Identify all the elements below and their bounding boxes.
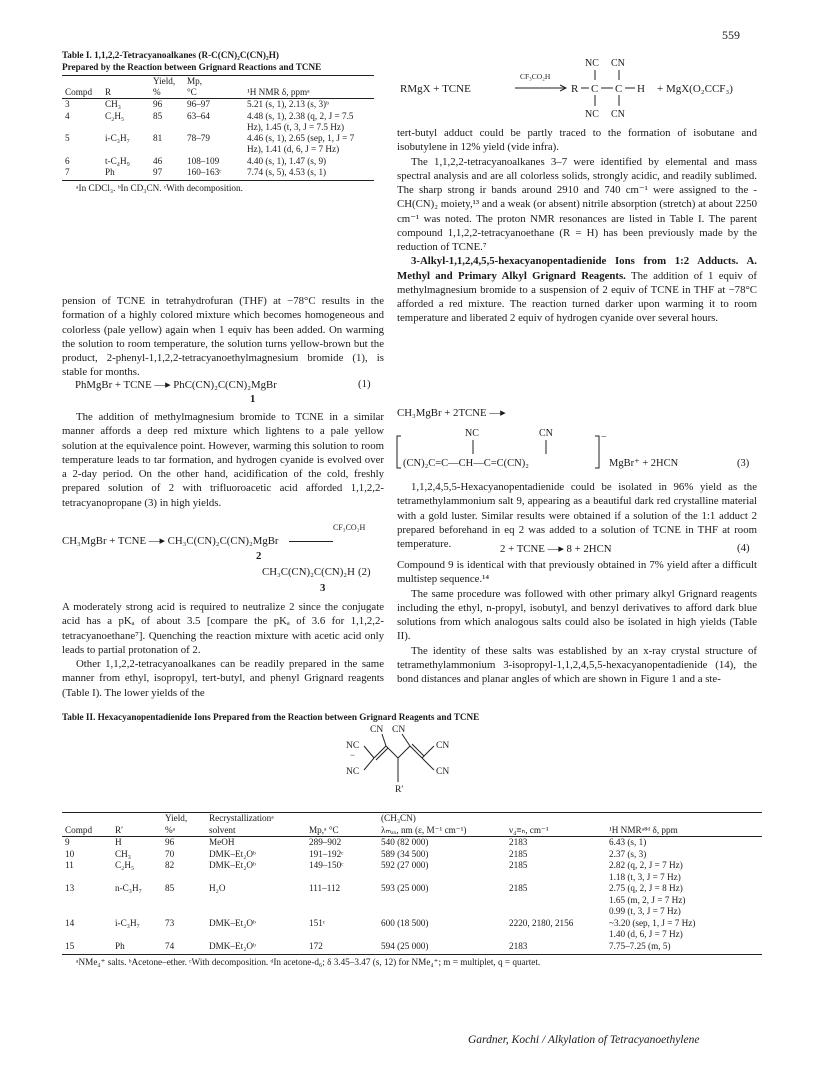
table-header-cell-2: % (153, 87, 161, 98)
table-row (62, 849, 762, 861)
table-cell-6: 2185 (509, 883, 528, 893)
equation-text: CH₃MgBr + TCNE —▸ CH₃C(CN)₂C(CN)₂MgBr (62, 535, 279, 547)
scheme-h: H (637, 83, 645, 95)
table-header-cell-7 (606, 813, 762, 825)
scheme-reagent: CF₃CO₂H (520, 72, 551, 81)
equation-number: (4) (737, 542, 750, 554)
table-cell-4: 7.74 (s, 5), 4.53 (s, 1) (247, 166, 327, 177)
table-cell-5: 540 (82 000) (381, 837, 429, 847)
table-row (62, 837, 762, 849)
table-cell-0: 3 (65, 99, 70, 110)
table-header-cell-5: λₘₐₓ, nm (ε, M⁻¹ cm⁻¹) (381, 824, 467, 835)
eq3-body: (CN)₂C=C—CH—C=C(CN)₂ (403, 458, 529, 469)
equation-2-line1 (62, 534, 333, 547)
equation-number: (1) (358, 378, 371, 390)
table-cell-4: 4.46 (s, 1), 2.65 (sep, 1, J = 7 Hz), 1.41 (d, 6, J = 7 Hz) (247, 133, 355, 155)
table-cell-3: 78–79 (187, 133, 210, 144)
equation-3-structure (395, 424, 765, 476)
table-cell-2: 74 (165, 940, 175, 951)
table-header-cell-3: Recrystallizationᵃ (209, 813, 274, 823)
table-cell-0: 15 (65, 940, 75, 951)
table-cell-3: 160–163ᶜ (187, 166, 222, 177)
table-1-title: Table I. 1,1,2,2-Tetracyanoalkanes (R-C(CN)₂C(CN)₂H) (62, 50, 279, 60)
table-row (62, 156, 374, 167)
table-row (62, 111, 374, 133)
table-header-cell-0 (62, 76, 102, 88)
struct-cn: CN (436, 767, 450, 777)
table-cell-2: 97 (153, 166, 163, 177)
table-cell-2: 81 (153, 133, 163, 144)
table-cell-7: 2.82 (q, 2, J = 7 Hz) 1.18 (t, 3, J = 7 Hz) (609, 860, 683, 882)
table-cell-0: 9 (65, 837, 70, 847)
table-1-subtitle: Prepared by the Reaction between Grignard Reactions and TCNE (62, 61, 322, 72)
compound-label: 2 (256, 550, 262, 562)
table-row (62, 860, 762, 883)
left-column-p3 (62, 600, 384, 700)
paragraph: The addition of methylmagnesium bromide to TCNE in a similar manner affords a deep red mixture which lightens to a pale yellow solution at the equivalence point. However, warming this solution to room temperature leads to tar formation, and hydrogen cyanide is evolved over a 2-day period. On the other hand, acidification of the cold, freshly prepared solution of 2 with trifluoroacetic acid afforded 1,1,2,2-tetracyanopropane (3) in high yields. (62, 411, 384, 509)
table-cell-1: CH₃ (115, 848, 131, 859)
table-2-structure (330, 722, 500, 808)
table-2-footnote: ᵃNMe₄⁺ salts. ᵇAcetone–ether. ᶜWith decomposition. ᵈIn acetone-d₆; δ 3.45–3.47 (s, 12) for NMe₄⁺; m = multiplet, q = quartet. (76, 957, 541, 967)
equation-1 (75, 378, 277, 391)
table-2 (62, 812, 762, 969)
table-cell-1: Ph (115, 940, 125, 951)
equation-2-reagent: CF₃CO₂H (333, 523, 366, 532)
struct-r: R′ (395, 785, 404, 795)
table-header-cell-3: Mp, (187, 76, 203, 86)
table-cell-4: 289–902 (309, 837, 342, 847)
table-cell-1: H (115, 837, 122, 847)
eq3-nc: NC (465, 428, 479, 439)
compound-label: 3 (320, 582, 326, 594)
compound-label: 1 (250, 393, 256, 405)
equation-number: (2) (358, 566, 371, 578)
table-cell-2: 85 (165, 883, 175, 893)
table-cell-4: 172 (309, 940, 323, 951)
table-header-cell-4: Mp,ᵃ °C (309, 824, 339, 835)
table-header-cell-4 (244, 76, 374, 88)
table-cell-1: CH₃ (105, 99, 121, 110)
table-cell-5: 593 (25 000) (381, 883, 429, 893)
table-cell-1: n-C₃H₇ (115, 883, 142, 893)
equation-text: CH₃C(CN)₂C(CN)₂H (262, 566, 355, 578)
table-header-cell-4: ¹H NMR δ, ppmᵃ (247, 87, 310, 98)
table-cell-5: 592 (27 000) (381, 860, 429, 870)
paragraph: Other 1,1,2,2-tetracyanoalkanes can be readily prepared in the same manner from ethyl, isopropyl, tert-butyl, and phenyl Grignard reagents (Table I). The lower yields of the (62, 658, 384, 699)
right-column-p4 (397, 480, 757, 551)
bracket-right-icon (595, 436, 599, 468)
struct-cn: CN (436, 741, 450, 751)
table-cell-0: 5 (65, 133, 70, 144)
table-1-grid (62, 75, 374, 178)
table-cell-7: ~3.20 (sep, 1, J = 7 Hz) 1.40 (d, 6, J = 7 Hz) (609, 917, 696, 939)
table-cell-0: 10 (65, 848, 75, 859)
table-header-cell-3: °C (187, 87, 197, 98)
equation-4: 2 + TCNE —▸ 8 + 2HCN (500, 543, 612, 555)
table-header-cell-1 (112, 813, 162, 825)
table-cell-0: 4 (65, 110, 70, 121)
table-1-footnote: ᵃIn CDCl₃. ᵇIn CD₃CN. ᶜWith decomposition. (76, 182, 243, 193)
table-row (62, 133, 374, 155)
right-column-p5 (397, 558, 757, 686)
table-cell-6: 2183 (509, 837, 528, 847)
left-column-p2 (62, 410, 384, 510)
table-cell-3: MeOH (209, 837, 235, 847)
table-cell-2: 46 (153, 155, 163, 166)
table-cell-5: 589 (34 500) (381, 848, 429, 859)
struct-cn: CN (370, 725, 384, 735)
table-cell-2: 82 (165, 860, 175, 870)
table-header-cell-3: solvent (209, 824, 236, 835)
struct-nc: NC (346, 767, 360, 777)
scheme-r: R (571, 83, 579, 95)
table-header-cell-1: R′ (115, 824, 124, 835)
table-cell-3: 96–97 (187, 99, 210, 110)
table-row (62, 99, 374, 111)
charge-minus: − (601, 432, 607, 443)
table-1 (62, 50, 374, 194)
table-cell-1: i-C₃H₇ (115, 917, 140, 928)
bracket-left-icon (397, 436, 401, 468)
table-cell-4: 4.48 (s, 1), 2.38 (q, 2, J = 7.5 Hz), 1.45 (t, 3, J = 7.5 Hz) (247, 110, 354, 132)
table-cell-7: 2.37 (s, 3) (609, 848, 647, 859)
table-cell-3: 63–64 (187, 110, 210, 121)
scheme-tetracyanoalkane (395, 48, 765, 128)
scheme-nc: NC (585, 109, 599, 120)
table-header-cell-4 (306, 813, 378, 825)
table-cell-7: 6.43 (s, 1) (609, 837, 647, 847)
table-header-cell-2: Yield, (165, 813, 188, 823)
eq3-tail: MgBr⁺ + 2HCN (609, 458, 679, 469)
table-row (62, 941, 762, 953)
table-cell-0: 14 (65, 917, 75, 928)
table-cell-4: 111–112 (309, 883, 341, 893)
table-cell-0: 13 (65, 883, 75, 893)
table-cell-3: DMK–Et₂Oᵇ (209, 860, 256, 870)
table-2-title: Table II. Hexacyanopentadienide Ions Prepared from the Reaction between Grignard Reagents and TCNE (62, 712, 480, 722)
table-cell-0: 7 (65, 166, 70, 177)
table-cell-3: DMK–Et₂Oᵇ (209, 940, 256, 951)
table-cell-1: i-C₃H₇ (105, 133, 130, 144)
struct-nc: NC (346, 741, 360, 751)
table-cell-1: Ph (105, 166, 115, 177)
table-cell-4: 4.40 (s, 1), 1.47 (s, 9) (247, 155, 327, 166)
arrow-icon (289, 541, 333, 542)
table-cell-0: 6 (65, 155, 70, 166)
running-footer: Gardner, Kochi / Alkylation of Tetracyanoethylene (468, 1034, 700, 1046)
table-cell-6: 2185 (509, 860, 528, 870)
paragraph: pension of TCNE in tetrahydrofuran (THF) at −78°C results in the formation of a highly colored mixture which becomes homogeneous and colorless (pale yellow) again when 1 equiv has been added. On warming the solution to room temperature, the solution turns yellow-brown but the product, 2-phenyl-1,1,2,2-tetracyanoethylmagnesium bromide (1), is stable for months. (62, 295, 384, 379)
table-cell-4: 191–192ᶜ (309, 848, 344, 859)
equation-number: (3) (737, 458, 750, 469)
table-2-grid (62, 812, 762, 952)
table-header-cell-6: ν₄≡ₙ, cm⁻¹ (509, 824, 549, 835)
page-number: 559 (722, 28, 740, 42)
table-cell-2: 96 (165, 837, 175, 847)
table-cell-2: 85 (153, 110, 163, 121)
paragraph: The identity of these salts was established by an x-ray crystal structure of tetramethylammonium 3-isopropyl-1,1,2,4,5,5-hexacyanopentadienide (14), the bond distances and planar angles of which are shown in Figure 1 and a ste- (397, 644, 757, 685)
paragraph: 1,1,2,4,5,5-Hexacyanopentadienide could be isolated in 96% yield as the tetramethylammonium salt 9, appearing as a beautiful dark red crystalline material with a gold luster. Similar results were obtained if a solution of the 1:1 adduct 2 prepared beforehand in eq 2 was added to a solution of TCNE in THF at room temperature. (397, 481, 757, 550)
table-header-cell-1: R (105, 87, 112, 98)
table-cell-7: 2.75 (q, 2, J = 8 Hz) 1.65 (m, 2, J = 7 Hz) 0.99 (t, 3, J = 7 Hz) (609, 883, 686, 916)
table-header-cell-0 (62, 813, 112, 825)
table-header-cell-2: %ᵃ (165, 824, 176, 835)
table-cell-4: 5.21 (s, 1), 2.13 (s, 3)ᵇ (247, 99, 329, 110)
table-cell-1: C₂H₅ (115, 860, 135, 870)
eq3-cn: CN (539, 428, 553, 439)
table-cell-3: DMK–Et₂Oᵇ (209, 917, 256, 928)
scheme-carbon: C (615, 83, 623, 95)
scheme-cn: CN (611, 109, 625, 120)
table-cell-6: 2185 (509, 848, 528, 859)
paragraph: tert-butyl adduct could be partly traced to the formation of isobutane and isobutylene in 12% yield (vide infra). (397, 127, 757, 154)
table-cell-4: 149–150ᶜ (309, 860, 344, 870)
left-column (62, 294, 384, 380)
table-cell-6: 2183 (509, 940, 528, 951)
scheme-nc: NC (585, 58, 599, 69)
section-heading: 3-Alkyl-1,1,2,4,5,5-hexacyanopentadienide Ions from 1:2 Adducts. A. Methyl and Primary Alkyl Grignard Reagents. (397, 255, 757, 282)
table-cell-5: 594 (25 000) (381, 940, 429, 951)
scheme-cn: CN (611, 58, 625, 69)
table-header-cell-2: Yield, (153, 76, 176, 86)
table-cell-7: 7.75–7.25 (m, 5) (609, 940, 671, 951)
paragraph: The 1,1,2,2-tetracyanoalkanes 3–7 were identified by elemental and mass spectral analysis and are all colorless solids, strongly acidic, and readily sublimed. The sharp strong ir bands around 2910 and 740 cm⁻¹ were assigned to the -CH(CN)₂ moiety,¹³ and a weak (or absent) nitrile absorption (stretch) at about 2250 cm⁻¹ was noted. The proton NMR resonances are listed in Table I. The parent compound 1,1,2,2-tetracyanoethane (R = H) has been previously made by the reduction of TCNE.⁷ (397, 155, 757, 253)
scheme-carbon: C (591, 83, 599, 95)
struct-cn: CN (392, 725, 406, 735)
paragraph: A moderately strong acid is required to neutralize 2 since the conjugate acid has a pKₐ of about 3.5 [compare the pKₐ of 3.6 for 1,1,2,2-tetracyanoethane⁷]. Quenching the reaction mixture with acetic acid only leads to partial protonation of 2. (62, 601, 384, 656)
table-cell-1: t-C₄H₉ (105, 155, 130, 166)
table-cell-4: 151ᶜ (309, 917, 326, 928)
table-cell-3: DMK–Et₂Oᵇ (209, 848, 256, 859)
table-cell-0: 11 (65, 860, 74, 870)
table-cell-3: H₂O (209, 883, 226, 893)
scheme-byproduct: + MgX(O₂CCF₃) (657, 83, 733, 95)
paragraph: Compound 9 is identical with that previously obtained in 7% yield after a difficult multistep sequence.¹⁴ (397, 559, 757, 586)
table-row (62, 918, 762, 941)
equation-3-line1: CH₃MgBr + 2TCNE —▸ (397, 407, 506, 419)
table-header-cell-5: (CH₃CN) (381, 813, 416, 823)
struct-bonds (364, 734, 434, 782)
table-header-cell-1 (102, 76, 150, 88)
table-cell-2: 70 (165, 848, 175, 859)
paragraph: 3-Alkyl-1,1,2,4,5,5-hexacyanopentadienide Ions from 1:2 Adducts. A. Methyl and Primary Alkyl Grignard Reagents. The addition of 1 equiv of methylmagnesium bromide to a suspension of 2 equiv of TCNE in THF at −78°C afforded a red mixture. The reaction turned darker upon warming it to room temperature and liberated 2 equiv of hydrogen cyanide over several hours. (397, 255, 757, 325)
table-cell-6: 2220, 2180, 2156 (509, 917, 574, 928)
table-header-cell-0: Compd (65, 87, 93, 98)
table-row (62, 167, 374, 178)
table-cell-5: 600 (18 500) (381, 917, 429, 928)
table-cell-3: 108–109 (187, 155, 220, 166)
equation-text: PhMgBr + TCNE —▸ PhC(CN)₂C(CN)₂MgBr (75, 379, 277, 391)
paragraph: The same procedure was followed with other primary alkyl Grignard reagents including the ethyl, n-propyl, isobutyl, and benzyl derivatives to afford dark blue solutions from which analogous salts could also be isolated in high yields (Table II). (397, 587, 757, 643)
equation-2-line2 (262, 566, 355, 578)
right-column (397, 126, 757, 326)
struct-minus: − (350, 750, 356, 760)
table-header-cell-6 (506, 813, 606, 825)
scheme-lhs: RMgX + TCNE (400, 83, 471, 95)
table-header-cell-7: ¹H NMRᵃ⁸ᵈ δ, ppm (609, 824, 678, 835)
table-header-cell-0: Compd (65, 824, 93, 835)
table-cell-2: 73 (165, 917, 175, 928)
table-cell-2: 96 (153, 99, 163, 110)
table-cell-1: C₂H₅ (105, 110, 125, 121)
table-row (62, 883, 762, 918)
